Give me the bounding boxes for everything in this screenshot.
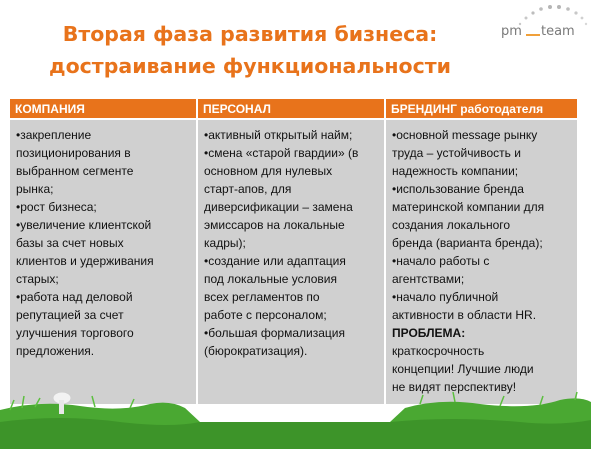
- cell-text-line: активности в области HR.: [392, 308, 537, 322]
- cell-text-line: базы за счет новых: [16, 236, 124, 250]
- cell-text-line: рынка;: [16, 182, 54, 196]
- pm-team-logo: [493, 24, 589, 44]
- cell-text-line: ПРОБЛЕМА:: [392, 326, 466, 340]
- cell-text-line: •создание или адаптация: [204, 254, 346, 268]
- cell-text-line: •начало работы с: [392, 254, 490, 268]
- cell-text-line: улучшения торгового: [16, 326, 134, 340]
- cell-text-line: надежность компании;: [392, 164, 519, 178]
- cell-text-line: •использование бренда: [392, 182, 524, 196]
- cell-text-line: диверсификации – замена: [204, 200, 353, 214]
- cell-company: [10, 119, 197, 404]
- cell-text-line: не видят перспективу!: [392, 380, 517, 394]
- cell-text-line: •основной message рынку: [392, 128, 538, 142]
- cell-text-line: •начало публичной: [392, 290, 499, 304]
- cell-text-line: •рост бизнеса;: [16, 200, 97, 214]
- cell-text-line: •большая формализация: [204, 326, 345, 340]
- cell-text-line: эмиссаров на локальные: [204, 218, 345, 232]
- slide-title: [30, 18, 470, 82]
- header-company: КОМПАНИЯ: [10, 99, 197, 119]
- cell-text-line: (бюрократизация).: [204, 344, 308, 358]
- cell-text-line: создания локального: [392, 218, 511, 232]
- cell-text-line: старт-апов, для: [204, 182, 292, 196]
- logo-dash: [526, 34, 540, 36]
- cell-text-line: труда – устойчивость и: [392, 146, 521, 160]
- phase-table: [10, 99, 577, 404]
- cell-text-line: репутацией за счет: [16, 308, 124, 322]
- cell-text-line: концепции! Лучшие люди: [392, 362, 534, 376]
- logo-pm: pm: [501, 24, 522, 39]
- cell-text-line: работе с персоналом;: [204, 308, 327, 322]
- cell-text-line: агентствами;: [392, 272, 465, 286]
- logo-team: team: [541, 24, 575, 39]
- cell-text-line: краткосрочность: [392, 344, 485, 358]
- cell-branding: [385, 119, 577, 404]
- cell-text-line: •работа над деловой: [16, 290, 133, 304]
- title-line-1: Вторая фаза развития бизнеса:: [62, 22, 438, 46]
- cell-text-line: бренда (варианта бренда);: [392, 236, 543, 250]
- cell-text-line: кадры);: [204, 236, 246, 250]
- table-header-row: [10, 99, 577, 119]
- cell-text-line: •активный открытый найм;: [204, 128, 353, 142]
- cell-text-line: материнской компании для: [392, 200, 545, 214]
- grass-decoration: [0, 392, 591, 449]
- cell-text-line: старых;: [16, 272, 59, 286]
- cell-text-line: •смена «старой гвардии» (в: [204, 146, 359, 160]
- cell-text-line: выбранном сегменте: [16, 164, 134, 178]
- title-line-2: достраивание функциональности: [49, 54, 451, 78]
- cell-personnel: [197, 119, 385, 404]
- cell-text-line: под локальные условия: [204, 272, 338, 286]
- cell-text-line: предложения.: [16, 344, 95, 358]
- header-personnel: ПЕРСОНАЛ: [197, 99, 385, 119]
- cell-text-line: •увеличение клиентской: [16, 218, 152, 232]
- cell-text-line: позиционирования в: [16, 146, 131, 160]
- header-employer-branding: БРЕНДИНГ работодателя: [385, 99, 577, 119]
- cell-text-line: основном для нулевых: [204, 164, 333, 178]
- cell-text-line: всех регламентов по: [204, 290, 320, 304]
- table-row: [10, 119, 577, 404]
- cell-text-line: •закрепление: [16, 128, 92, 142]
- cell-text-line: клиентов и удерживания: [16, 254, 154, 268]
